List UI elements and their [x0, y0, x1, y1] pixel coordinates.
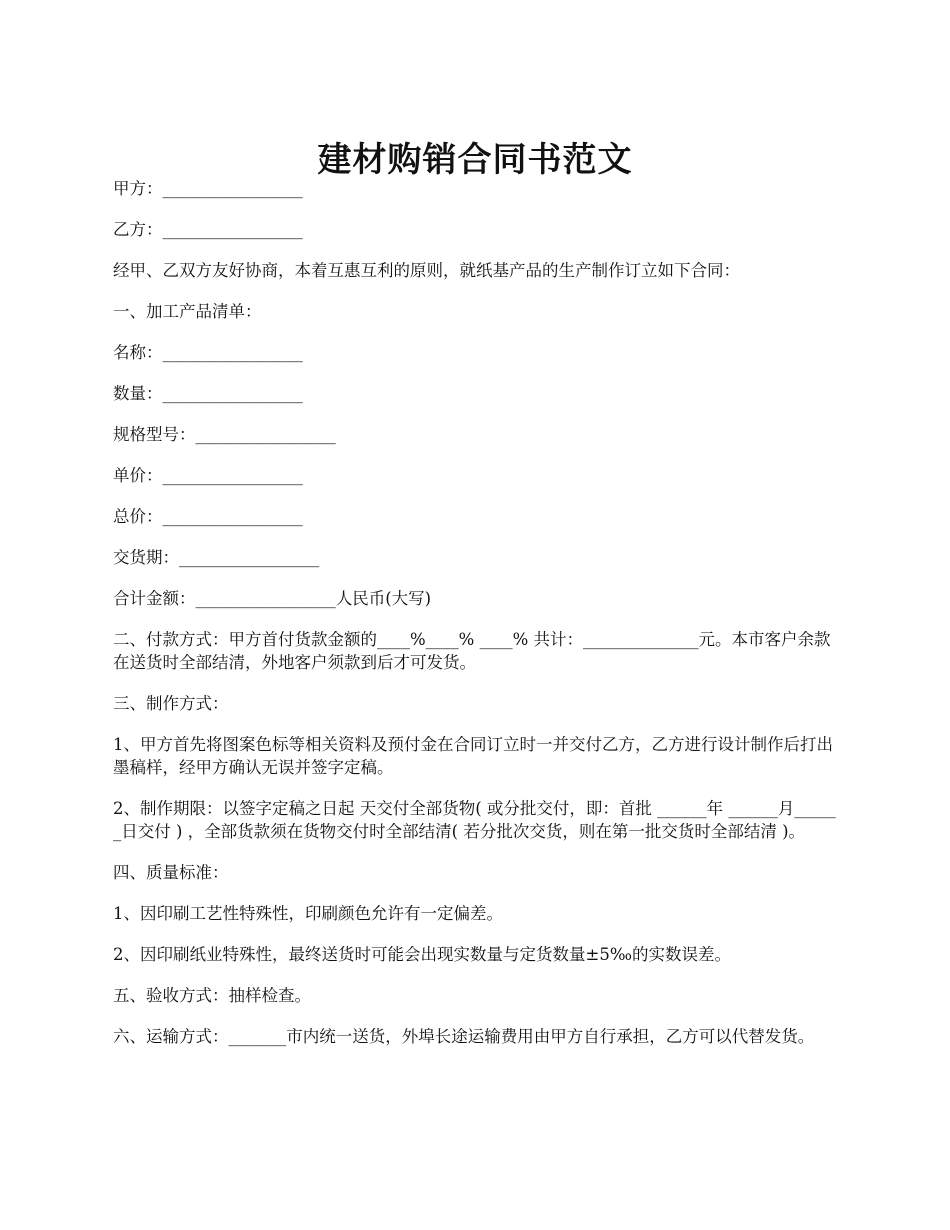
- production-clause-2: 2、制作期限：以签字定稿之日起 天交付全部货物( 或分批交付，即：首批 ______年 ______月______日交付 ) ，全部货款须在货物交付时全部结清( 若分批次交货，则在第一批交货时全部结清 )。: [113, 799, 836, 841]
- quality-clause-1: 1、因印刷工艺性特殊性，印刷颜色允许有一定偏差。: [113, 904, 503, 923]
- section-heading-production: 三、制作方式：: [113, 694, 229, 713]
- field-spec-model: 规格型号：_________________: [113, 425, 336, 444]
- intro-paragraph: 经甲、乙双方友好协商，本着互惠互利的原则，就纸基产品的生产制作订立如下合同：: [113, 261, 740, 280]
- field-name: 名称：_________________: [113, 343, 303, 362]
- field-total-price: 总价：_________________: [113, 507, 303, 526]
- document-title: 建材购销合同书范文: [317, 139, 633, 180]
- section-acceptance: 五、验收方式：抽样检查。: [113, 986, 311, 1005]
- field-total-amount: 合计金额：_________________人民币(大写): [113, 589, 432, 608]
- party-a-line: 甲方：_________________: [113, 179, 303, 198]
- section-transport: 六、运输方式：_______市内统一送货，外埠长途运输费用由甲方自行承担，乙方可以代替发货。: [113, 1027, 815, 1046]
- party-b-line: 乙方：_________________: [113, 220, 303, 239]
- section-payment: 二、付款方式：甲方首付货款金额的____%____% ____% 共计：______________元。本市客户余款在送货时全部结清，外地客户须款到后才可发货。: [113, 630, 831, 672]
- field-quantity: 数量：_________________: [113, 384, 303, 403]
- field-delivery-date: 交货期：_________________: [113, 548, 320, 567]
- field-unit-price: 单价：_________________: [113, 466, 303, 485]
- section-heading-products: 一、加工产品清单：: [113, 302, 262, 321]
- production-clause-1: 1、甲方首先将图案色标等相关资料及预付金在合同订立时一并交付乙方，乙方进行设计制作后打出墨稿样，经甲方确认无误并签字定稿。: [113, 735, 833, 777]
- section-heading-quality: 四、质量标准：: [113, 863, 229, 882]
- document-body: [113, 177, 840, 1066]
- quality-clause-2: 2、因印刷纸业特殊性，最终送货时可能会出现实数量与定货数量±5‰的实数误差。: [113, 945, 731, 964]
